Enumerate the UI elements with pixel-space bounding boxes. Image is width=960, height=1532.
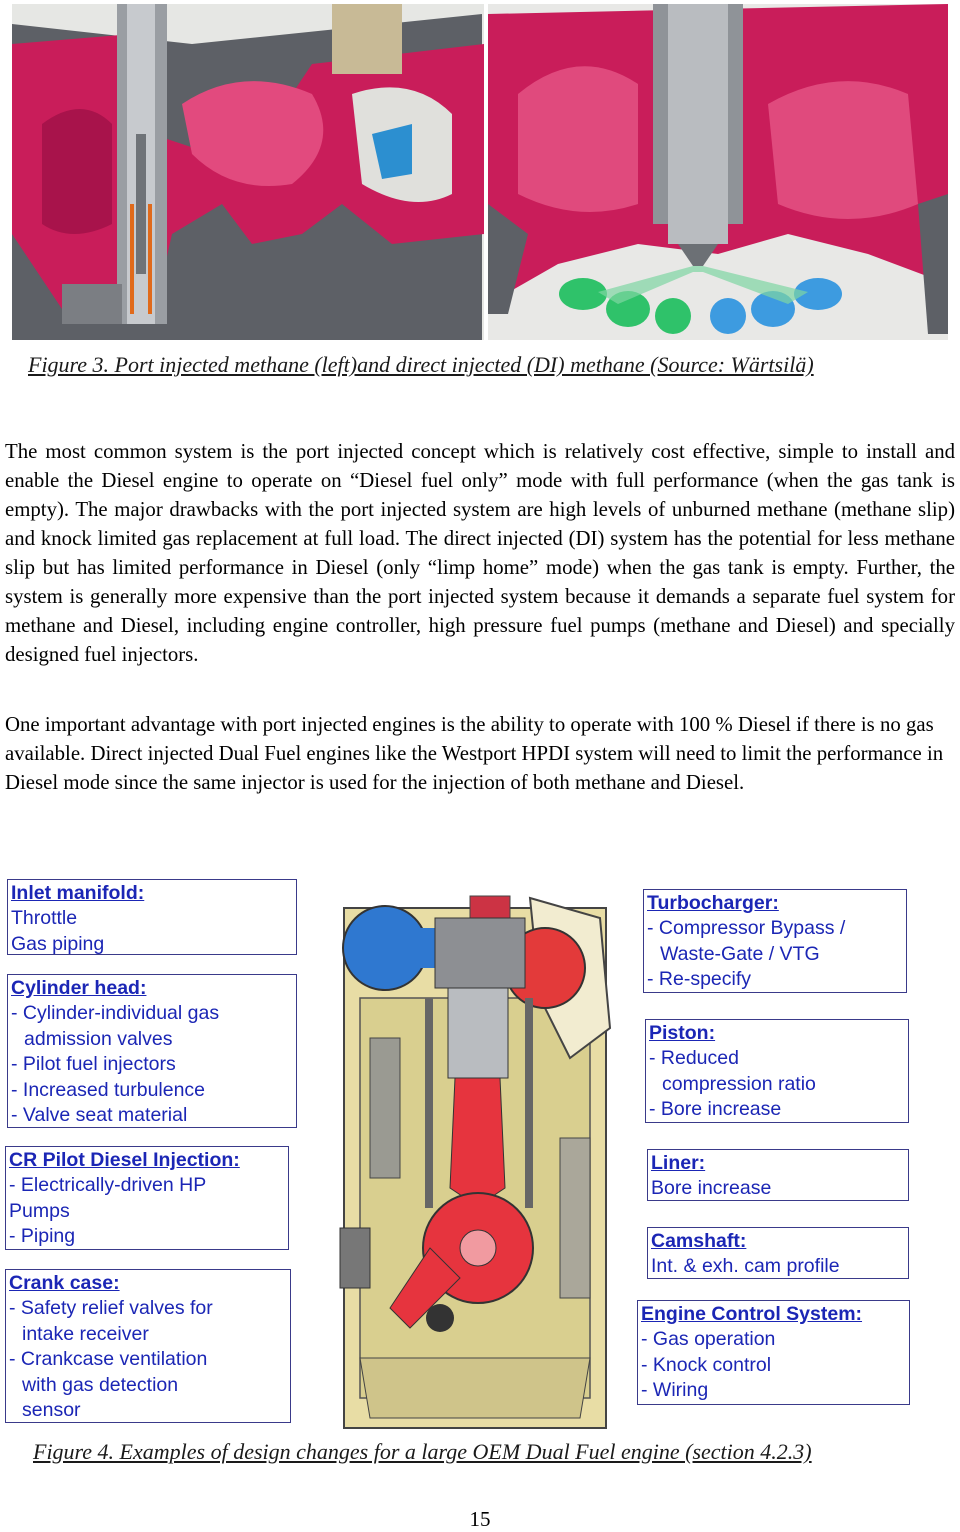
paragraph-2: One important advantage with port injected engines is the ability to operate with 100 % Diesel if there is no gas available. Direct injected Dual Fuel engines like the Westport HPDI system will need to limit the performance in Diesel mode since the same injector is used for the injection of both methane and Diesel. (5, 713, 944, 794)
box-piston (645, 1019, 909, 1123)
box-line: Throttle (11, 907, 78, 930)
box-line: - Re-specify (647, 968, 752, 991)
box-line: Gas piping (11, 932, 105, 955)
box-line: Int. & exh. cam profile (651, 1255, 840, 1278)
figure4-caption: Figure 4. Examples of design changes for a large OEM Dual Fuel engine (section 4.2.3) (33, 1439, 812, 1464)
figure3-left-image (12, 4, 484, 340)
box-line: - Valve seat material (11, 1104, 188, 1127)
box-line: Bore increase (651, 1177, 772, 1200)
box-title: Camshaft: (651, 1230, 747, 1252)
box-title: Piston: (649, 1022, 716, 1044)
box-line: sensor (22, 1399, 81, 1422)
paragraph-1: The most common system is the port injected concept which is relatively cost effective, simple to install and enable the Diesel engine to operate on “Diesel fuel only” mode with full performance (when the gas tank is empty). The major drawbacks with the port injected system are high levels of unburned methane (methane slip) and knock limited gas replacement at full load. The direct injected (DI) system has the potential for less methane slip but has limited performance in Diesel (only “limp home” mode) when the gas tank is empty. Further, the system is generally more expensive than the port injected system because it demands a separate fuel system for methane and Diesel, including engine controller, high pressure fuel pumps (methane and Diesel) and specially designed fuel injectors. (5, 440, 955, 666)
box-line: with gas detection (22, 1373, 179, 1396)
box-turbocharger (643, 889, 907, 993)
box-line: - Electrically-driven HP (9, 1174, 207, 1197)
box-line: - Safety relief valves for (9, 1297, 213, 1320)
box-crank-case (5, 1269, 291, 1423)
box-line: Waste-Gate / VTG (660, 942, 820, 965)
box-cr-pilot-diesel-injection (5, 1146, 289, 1250)
box-title: Turbocharger: (647, 892, 779, 914)
box-line: - Cylinder-individual gas (11, 1002, 220, 1025)
box-liner (647, 1149, 909, 1201)
box-title: Cylinder head: (11, 977, 147, 999)
box-line: - Bore increase (649, 1098, 782, 1121)
box-title: Crank case: (9, 1272, 120, 1294)
box-line: - Compressor Bypass / (647, 917, 846, 940)
box-camshaft (647, 1227, 909, 1279)
box-line: compression ratio (662, 1072, 816, 1095)
box-title: CR Pilot Diesel Injection: (9, 1149, 240, 1171)
box-line: - Crankcase ventilation (9, 1348, 208, 1371)
box-line: Pumps (9, 1199, 70, 1222)
page-number: 15 (469, 1507, 491, 1531)
box-title: Inlet manifold: (11, 882, 145, 904)
box-title: Liner: (651, 1152, 706, 1174)
engine-cutaway-image (330, 888, 620, 1436)
box-line: - Gas operation (641, 1328, 776, 1351)
box-line: - Wiring (641, 1379, 709, 1402)
box-line: - Increased turbulence (11, 1078, 206, 1101)
box-line: admission valves (24, 1027, 173, 1050)
box-title: Engine Control System: (641, 1303, 863, 1325)
box-inlet-manifold (7, 879, 297, 955)
box-line: intake receiver (22, 1322, 149, 1345)
box-engine-control-system (637, 1300, 910, 1405)
figure3-caption: Figure 3. Port injected methane (left)and direct injected (DI) methane (Source: Wärtsilä) (28, 352, 814, 377)
box-line: - Piping (9, 1225, 76, 1248)
box-line: - Knock control (641, 1353, 772, 1376)
box-cylinder-head (7, 974, 297, 1128)
figure3-right-image (488, 4, 948, 340)
box-line: - Pilot fuel injectors (11, 1053, 176, 1076)
box-line: - Reduced (649, 1047, 739, 1070)
